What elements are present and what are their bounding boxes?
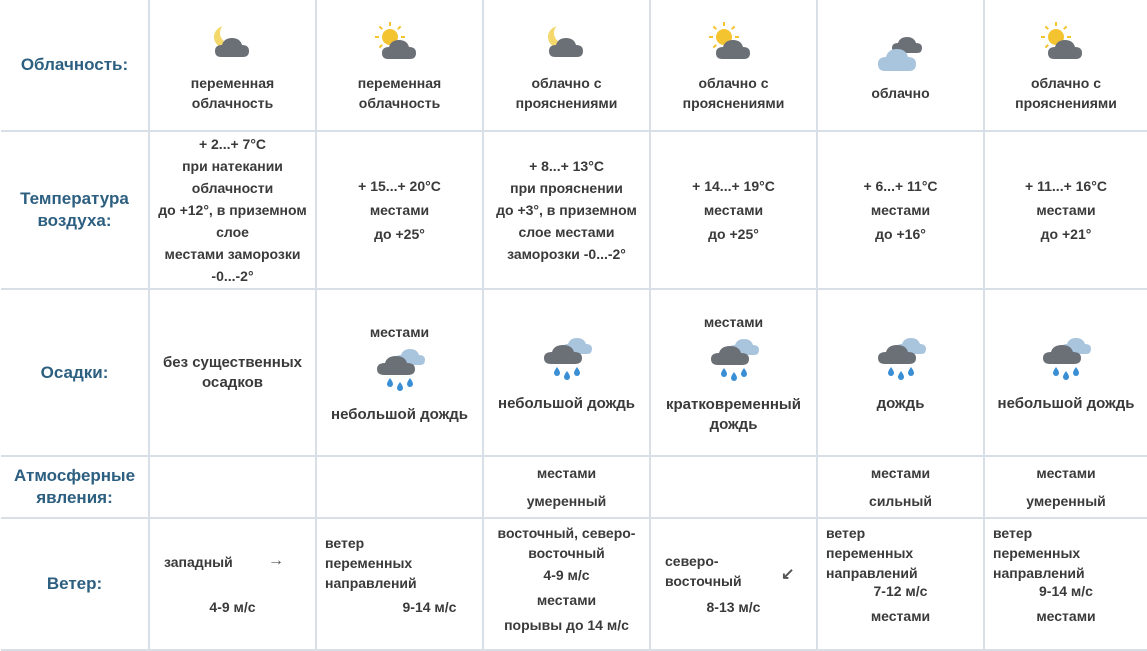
wind-row-label: Ветер: [1, 518, 149, 650]
clouds-text: переменная облачность [357, 75, 442, 111]
wind-cell [650, 518, 817, 650]
wind-cell [149, 518, 316, 650]
temperature-note: при прояснении [510, 180, 623, 196]
atmospheric-text: умеренный [526, 493, 607, 509]
sun-cloud-icon [704, 17, 764, 69]
temperature-note: местами [870, 202, 931, 218]
wind-box [985, 519, 1147, 647]
clouds-cell [984, 0, 1147, 131]
temperature-note: до +21° [1040, 226, 1092, 242]
temperature-note: местами заморозки [164, 246, 301, 262]
atmospheric-cell [316, 456, 483, 518]
clouds-cell [483, 0, 650, 131]
wind-box [317, 519, 482, 647]
wind-note: местами [870, 608, 931, 624]
clouds-cell [817, 0, 984, 131]
temperature-cell [483, 131, 650, 289]
temperature-note: до +12°, в приземном слое [158, 202, 307, 240]
temperature-range: + 14...+ 19°C [692, 178, 775, 194]
wind-note: местами [1036, 608, 1096, 624]
rain-cloud-icon [537, 332, 597, 384]
temperature-note: до +25° [708, 226, 759, 242]
wind-direction: ветер переменных направлений [993, 525, 1085, 581]
temperature-cell [817, 131, 984, 289]
atmospheric-text: местами [1036, 465, 1096, 481]
temperature-cell [316, 131, 483, 289]
atmospheric-text: умеренный [1026, 493, 1106, 509]
temperature-note: до +3°, в приземном [496, 202, 637, 218]
wind-direction: восточный, северо-восточный [497, 525, 636, 561]
precipitation-cell [650, 289, 817, 456]
atmospheric-row-label: Атмосферные явления: [1, 456, 149, 518]
temperature-range: + 8...+ 13°C [529, 158, 604, 174]
atmospheric-cell [483, 456, 650, 518]
moon-cloud-icon [203, 17, 263, 69]
temperature-note: до +16° [875, 226, 926, 242]
rain-cloud-icon [1036, 332, 1096, 384]
precipitation-text: небольшой дождь [331, 405, 468, 423]
clouds-cell [316, 0, 483, 131]
atmospheric-cell [149, 456, 316, 518]
atmospheric-text: сильный [869, 493, 932, 509]
rain-cloud-icon [704, 333, 764, 385]
wind-speed: 9-14 м/с [402, 599, 457, 615]
clouds-text: облачно [871, 85, 930, 101]
wind-box [484, 519, 649, 647]
temperature-note: -0...-2° [211, 268, 254, 284]
moon-cloud-icon [537, 17, 597, 69]
precipitation-text: небольшой дождь [997, 394, 1135, 412]
wind-cell [316, 518, 483, 650]
temperature-note: местами [369, 202, 430, 218]
temperature-range: + 11...+ 16°C [1025, 178, 1107, 194]
clouds-cell [149, 0, 316, 131]
precipitation-cell [149, 289, 316, 456]
wind-arrow-icon: → [268, 552, 284, 569]
clouds-text: облачно с прояснениями [515, 75, 618, 111]
wind-direction: западный [164, 554, 233, 570]
temperature-note: до +25° [374, 226, 425, 242]
wind-speed: 7-12 м/с [873, 583, 928, 599]
atmospheric-text: местами [870, 465, 931, 481]
temperature-cell [149, 131, 316, 289]
precipitation-text: без существенных осадков [162, 353, 303, 391]
wind-direction: северо-восточный [665, 553, 742, 589]
wind-box [651, 519, 816, 647]
wind-speed: 4-9 м/с [209, 599, 256, 615]
precipitation-cell [483, 289, 650, 456]
temperature-row [1, 131, 1147, 289]
wind-cell [483, 518, 650, 650]
temperature-note: местами [703, 202, 764, 218]
precipitation-note: местами [369, 323, 430, 340]
rain-cloud-icon [370, 343, 430, 395]
wind-box [150, 519, 315, 647]
atmospheric-cell [984, 456, 1147, 518]
wind-speed: 9-14 м/с [1039, 583, 1093, 599]
temperature-note: слое местами [518, 224, 615, 240]
precipitation-note: местами [703, 313, 764, 330]
temperature-cell [984, 131, 1147, 289]
cloudy-icon [871, 27, 931, 79]
atmospheric-cell [650, 456, 817, 518]
precipitation-cell [817, 289, 984, 456]
precipitation-text: кратковременный дождь [666, 395, 801, 433]
clouds-text: облачно с прояснениями [682, 75, 785, 111]
temperature-range: + 15...+ 20°C [358, 178, 441, 194]
temperature-cell [650, 131, 817, 289]
temperature-note: заморозки -0...-2° [507, 246, 626, 262]
temperature-row-label: Температура воздуха: [1, 131, 149, 289]
clouds-row [1, 0, 1147, 131]
wind-row [1, 518, 1147, 650]
wind-note: местами [536, 592, 597, 608]
wind-direction: ветер переменных направлений [325, 535, 417, 591]
precipitation-cell [984, 289, 1147, 456]
precipitation-row [1, 289, 1147, 456]
rain-cloud-icon [871, 332, 931, 384]
clouds-text: облачно с прояснениями [1015, 75, 1117, 111]
sun-cloud-icon [1036, 17, 1096, 69]
wind-direction: ветер переменных направлений [826, 525, 918, 581]
clouds-cell [650, 0, 817, 131]
wind-arrow-icon: ↙ [781, 566, 795, 583]
wind-cell [817, 518, 984, 650]
precipitation-cell [316, 289, 483, 456]
atmospheric-row [1, 456, 1147, 518]
temperature-note: местами [1036, 202, 1096, 218]
precipitation-text: дождь [876, 394, 925, 412]
temperature-note: при натекании облачности [182, 158, 283, 196]
clouds-row-label: Облачность: [1, 0, 149, 131]
precipitation-text: небольшой дождь [498, 394, 635, 412]
temperature-range: + 6...+ 11°C [863, 178, 938, 194]
wind-box [818, 519, 983, 647]
temperature-range: + 2...+ 7°C [198, 136, 267, 152]
precipitation-row-label: Осадки: [1, 289, 149, 456]
atmospheric-text: местами [536, 465, 597, 481]
atmospheric-cell [817, 456, 984, 518]
wind-speed: 4-9 м/с [543, 567, 590, 583]
sun-cloud-icon [370, 17, 430, 69]
wind-note: порывы до 14 м/с [504, 617, 629, 633]
wind-speed: 8-13 м/с [706, 599, 761, 615]
wind-cell [984, 518, 1147, 650]
clouds-text: переменная облачность [190, 75, 275, 111]
